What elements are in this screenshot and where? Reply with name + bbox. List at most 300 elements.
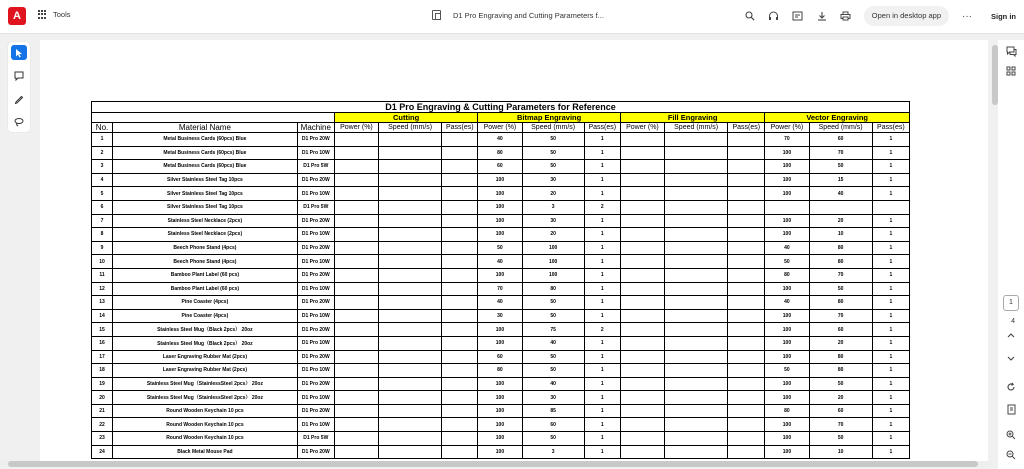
material-name-cell: Laser Engraving Rubber Mat (2pcs) [113, 364, 298, 378]
material-name-cell: Round Wooden Keychain 10 pcs [113, 418, 298, 432]
parameter-cell: 20 [809, 391, 872, 405]
column-header-sub: Speed (mm/s) [522, 123, 584, 133]
parameter-cell [334, 391, 378, 405]
parameter-cell [728, 241, 765, 255]
parameter-cell: 50 [478, 241, 522, 255]
column-header-sub: Pass(es) [728, 123, 765, 133]
row-number-cell: 3 [92, 160, 113, 174]
parameter-cell: 70 [809, 309, 872, 323]
parameter-cell [442, 391, 478, 405]
row-number-cell: 5 [92, 187, 113, 201]
parameter-cell: 100 [765, 336, 809, 350]
parameter-cell: 50 [522, 296, 584, 310]
parameter-cell: 1 [872, 241, 909, 255]
parameter-cell [379, 432, 442, 446]
page-up-chevron-icon[interactable] [1005, 330, 1017, 342]
parameter-cell [442, 309, 478, 323]
parameter-cell: 1 [872, 432, 909, 446]
parameter-cell [620, 432, 664, 446]
material-name-cell: Stainless Steel Mug（StainlessSteel 2pcs） 20oz [113, 377, 298, 391]
parameter-cell: 60 [478, 350, 522, 364]
header-spacer [92, 113, 335, 123]
horizontal-scrollbar-thumb[interactable] [8, 461, 978, 467]
table-row [92, 268, 910, 282]
parameter-cell: 1 [584, 146, 620, 160]
parameter-cell: 40 [522, 377, 584, 391]
parameter-cell: 100 [765, 432, 809, 446]
parameter-cell: 1 [872, 445, 909, 459]
parameter-cell [728, 214, 765, 228]
material-name-cell: Bamboo Plant Label (60 pcs) [113, 282, 298, 296]
read-aloud-icon[interactable] [768, 10, 780, 22]
parameter-cell [334, 432, 378, 446]
column-header-sub: Power (%) [765, 123, 809, 133]
parameter-cell: 100 [765, 160, 809, 174]
table-row [92, 187, 910, 201]
parameter-cell [620, 418, 664, 432]
sign-in-button[interactable]: Sign in [991, 11, 1016, 21]
parameter-cell [379, 214, 442, 228]
parameter-cell [665, 391, 728, 405]
parameter-cell: 40 [809, 187, 872, 201]
material-name-cell: Stainless Steel Mug（StainlessSteel 2pcs） 20oz [113, 391, 298, 405]
parameter-cell: 1 [584, 173, 620, 187]
row-number-cell: 20 [92, 391, 113, 405]
parameter-cell [442, 133, 478, 147]
table-row [92, 364, 910, 378]
parameter-cell: 1 [872, 336, 909, 350]
parameter-cell: 3 [522, 445, 584, 459]
parameter-cell [620, 173, 664, 187]
column-header-sub: Power (%) [620, 123, 664, 133]
parameter-cell: 1 [584, 133, 620, 147]
parameter-cell: 100 [522, 255, 584, 269]
parameter-cell: 50 [809, 377, 872, 391]
parameter-cell: 1 [584, 364, 620, 378]
parameter-cell [665, 200, 728, 214]
parameter-cell [620, 214, 664, 228]
parameter-cell: 30 [522, 173, 584, 187]
parameter-cell [665, 418, 728, 432]
machine-cell: D1 Pro 20W [297, 377, 334, 391]
lasso-icon[interactable] [11, 114, 27, 129]
parameter-cell: 1 [584, 282, 620, 296]
parameter-cell: 30 [522, 391, 584, 405]
parameter-cell [334, 228, 378, 242]
total-pages-label: 4 [1011, 318, 1015, 325]
material-name-cell: Bamboo Plant Label (60 pcs) [113, 268, 298, 282]
parameter-cell: 80 [478, 146, 522, 160]
parameter-cell [620, 268, 664, 282]
parameter-cell [728, 146, 765, 160]
parameter-cell [620, 377, 664, 391]
parameter-cell: 1 [584, 418, 620, 432]
parameter-cell [379, 350, 442, 364]
parameter-cell [620, 146, 664, 160]
material-name-cell: Metal Business Cards (60pcs) Blue [113, 146, 298, 160]
table-title: D1 Pro Engraving & Cutting Parameters for Reference [92, 102, 910, 113]
row-number-cell: 6 [92, 200, 113, 214]
thumbnails-grid-icon[interactable] [1005, 66, 1017, 78]
parameter-cell [665, 160, 728, 174]
machine-cell: D1 Pro 5W [297, 432, 334, 446]
parameter-cell [379, 391, 442, 405]
machine-cell: D1 Pro 20W [297, 133, 334, 147]
machine-cell: D1 Pro 20W [297, 404, 334, 418]
material-name-cell: Pine Coaster (4pcs) [113, 296, 298, 310]
parameter-cell: 1 [872, 391, 909, 405]
parameter-cell: 60 [522, 418, 584, 432]
parameter-cell: 1 [872, 309, 909, 323]
parameter-cell: 100 [522, 268, 584, 282]
parameter-cell [379, 309, 442, 323]
column-header-sub: Power (%) [334, 123, 378, 133]
row-number-cell: 17 [92, 350, 113, 364]
row-number-cell: 18 [92, 364, 113, 378]
material-name-cell: Round Wooden Keychain 10 pcs [113, 432, 298, 446]
row-number-cell: 24 [92, 445, 113, 459]
parameter-cell [334, 350, 378, 364]
table-row [92, 391, 910, 405]
parameter-cell: 15 [809, 173, 872, 187]
machine-cell: D1 Pro 10W [297, 391, 334, 405]
parameter-cell: 10 [809, 445, 872, 459]
parameter-cell: 1 [872, 296, 909, 310]
column-header-material: Material Name [113, 123, 298, 133]
machine-cell: D1 Pro 20W [297, 214, 334, 228]
parameter-cell [379, 241, 442, 255]
parameter-cell [379, 228, 442, 242]
parameter-cell [620, 133, 664, 147]
parameter-cell: 20 [809, 336, 872, 350]
parameter-cell [334, 309, 378, 323]
more-options-icon[interactable]: ··· [962, 10, 972, 22]
parameter-cell [334, 133, 378, 147]
parameter-cell: 1 [872, 364, 909, 378]
parameter-cell: 50 [522, 133, 584, 147]
parameter-cell [620, 255, 664, 269]
machine-cell: D1 Pro 5W [297, 200, 334, 214]
machine-cell: D1 Pro 10W [297, 187, 334, 201]
row-number-cell: 4 [92, 173, 113, 187]
zoom-out-icon[interactable] [1005, 450, 1017, 462]
machine-cell: D1 Pro 10W [297, 364, 334, 378]
group-header-fill: Fill Engraving [620, 113, 765, 123]
parameter-cell: 40 [765, 296, 809, 310]
parameter-cell: 70 [478, 282, 522, 296]
table-row [92, 255, 910, 269]
machine-cell: D1 Pro 10W [297, 146, 334, 160]
parameter-cell: 80 [765, 404, 809, 418]
parameter-cell: 3 [522, 200, 584, 214]
parameter-cell [334, 282, 378, 296]
parameter-cell [334, 336, 378, 350]
parameter-cell [334, 268, 378, 282]
parameter-cell: 60 [478, 160, 522, 174]
parameter-cell [620, 323, 664, 337]
table-row [92, 336, 910, 350]
parameter-cell [872, 200, 909, 214]
rotate-icon[interactable] [1005, 382, 1017, 394]
parameter-cell: 50 [765, 364, 809, 378]
parameter-cell: 2 [584, 323, 620, 337]
parameter-cell [442, 282, 478, 296]
parameter-cell [334, 146, 378, 160]
parameter-cell [334, 200, 378, 214]
machine-cell: D1 Pro 10W [297, 309, 334, 323]
column-header-sub: Speed (mm/s) [665, 123, 728, 133]
parameter-cell [620, 200, 664, 214]
page-thumbnails-icon[interactable] [432, 10, 441, 20]
table-row [92, 133, 910, 147]
pdf-page [40, 40, 988, 461]
parameter-cell [620, 336, 664, 350]
parameter-cell [665, 282, 728, 296]
parameter-cell: 20 [522, 187, 584, 201]
material-name-cell: Beech Phone Stand (4pcs) [113, 241, 298, 255]
zoom-in-icon[interactable] [1005, 430, 1017, 442]
machine-cell: D1 Pro 20W [297, 268, 334, 282]
parameter-cell [665, 228, 728, 242]
parameter-cell [442, 228, 478, 242]
parameter-cell: 70 [809, 418, 872, 432]
table-row [92, 445, 910, 459]
material-name-cell: Round Wooden Keychain 10 pcs [113, 404, 298, 418]
material-name-cell: Metal Business Cards (60pcs) Blue [113, 160, 298, 174]
group-header-vector: Vector Engraving [765, 113, 910, 123]
parameter-cell: 70 [765, 133, 809, 147]
parameter-cell [728, 282, 765, 296]
download-icon[interactable] [816, 10, 828, 22]
parameter-cell [620, 241, 664, 255]
row-number-cell: 7 [92, 214, 113, 228]
document-title-area [432, 10, 604, 20]
horizontal-scrollbar[interactable] [0, 461, 992, 467]
parameter-cell: 100 [765, 146, 809, 160]
material-name-cell: Stainless Steel Mug（Black 2pcs） 20oz [113, 323, 298, 337]
parameter-cell [728, 133, 765, 147]
parameter-cell [728, 200, 765, 214]
parameter-cell [620, 282, 664, 296]
parameter-cell [620, 160, 664, 174]
parameter-cell: 60 [809, 133, 872, 147]
parameter-cell [728, 391, 765, 405]
parameter-cell [728, 350, 765, 364]
parameter-cell: 100 [478, 187, 522, 201]
row-number-cell: 2 [92, 146, 113, 160]
table-row [92, 296, 910, 310]
parameter-cell [728, 404, 765, 418]
parameter-cell [665, 309, 728, 323]
parameter-cell [728, 160, 765, 174]
parameter-cell [728, 187, 765, 201]
right-toolbar [744, 6, 1016, 26]
parameter-cell [665, 146, 728, 160]
page-down-chevron-icon[interactable] [1005, 354, 1017, 366]
parameter-cell [728, 268, 765, 282]
parameter-cell: 1 [584, 241, 620, 255]
parameter-cell: 30 [478, 309, 522, 323]
print-icon[interactable] [840, 10, 852, 22]
parameter-cell [379, 296, 442, 310]
right-side-panel [998, 40, 1024, 469]
parameter-cell: 1 [584, 268, 620, 282]
table-row [92, 282, 910, 296]
parameter-cell: 1 [584, 432, 620, 446]
parameter-cell: 50 [522, 309, 584, 323]
parameter-cell [442, 432, 478, 446]
parameter-cell: 1 [584, 255, 620, 269]
parameter-cell: 100 [765, 377, 809, 391]
parameter-cell [334, 214, 378, 228]
parameter-cell: 100 [478, 200, 522, 214]
column-header-sub: Pass(es) [442, 123, 478, 133]
parameter-cell: 100 [765, 228, 809, 242]
parameter-cell [379, 418, 442, 432]
parameter-cell: 1 [872, 173, 909, 187]
parameter-cell: 80 [809, 364, 872, 378]
parameter-cell [728, 432, 765, 446]
parameter-cell: 100 [478, 404, 522, 418]
parameter-cell [379, 323, 442, 337]
add-comment-icon[interactable] [11, 68, 27, 83]
row-number-cell: 14 [92, 309, 113, 323]
parameter-cell: 1 [584, 296, 620, 310]
machine-cell: D1 Pro 10W [297, 336, 334, 350]
current-page-input[interactable]: 1 [1003, 295, 1019, 311]
parameter-cell: 100 [522, 241, 584, 255]
row-number-cell: 22 [92, 418, 113, 432]
parameter-cell: 20 [522, 228, 584, 242]
parameter-cell: 1 [584, 445, 620, 459]
parameter-cell: 50 [809, 282, 872, 296]
parameter-cell: 1 [584, 404, 620, 418]
parameter-cell [379, 404, 442, 418]
parameter-cell: 60 [809, 323, 872, 337]
parameter-cell [334, 445, 378, 459]
parameter-cell [620, 364, 664, 378]
parameter-cell [334, 173, 378, 187]
table-row [92, 404, 910, 418]
parameter-cell [728, 173, 765, 187]
parameter-cell [728, 296, 765, 310]
parameter-cell [665, 350, 728, 364]
row-number-cell: 15 [92, 323, 113, 337]
parameter-cell: 1 [584, 187, 620, 201]
parameter-cell [728, 228, 765, 242]
parameter-cell [334, 323, 378, 337]
parameter-cell [379, 133, 442, 147]
parameter-cell: 100 [478, 214, 522, 228]
parameter-cell: 40 [478, 133, 522, 147]
parameter-cell [334, 418, 378, 432]
machine-cell: D1 Pro 10W [297, 418, 334, 432]
parameter-cell: 80 [809, 296, 872, 310]
parameter-cell [442, 241, 478, 255]
parameter-cell: 1 [584, 350, 620, 364]
parameter-cell [379, 200, 442, 214]
parameter-cell [665, 377, 728, 391]
parameter-cell [442, 255, 478, 269]
parameter-cell: 1 [872, 255, 909, 269]
top-toolbar [0, 0, 1024, 34]
machine-cell: D1 Pro 20W [297, 350, 334, 364]
table-row [92, 228, 910, 242]
parameter-cell [442, 377, 478, 391]
column-header-sub: Pass(es) [872, 123, 909, 133]
parameter-cell: 100 [478, 323, 522, 337]
parameter-cell [728, 309, 765, 323]
parameter-cell [379, 146, 442, 160]
row-number-cell: 10 [92, 255, 113, 269]
parameter-cell: 1 [872, 404, 909, 418]
parameter-cell [665, 323, 728, 337]
parameter-cell: 1 [584, 160, 620, 174]
parameter-cell [620, 296, 664, 310]
parameter-cell [728, 336, 765, 350]
tools-menu-button[interactable] [38, 10, 71, 19]
parameter-cell: 100 [478, 391, 522, 405]
parameter-cell [379, 173, 442, 187]
parameter-cell [334, 241, 378, 255]
acrobat-logo-icon[interactable]: A [8, 7, 26, 25]
parameter-cell [334, 296, 378, 310]
edit-pdf-icon[interactable] [792, 10, 804, 22]
parameter-cell: 1 [872, 187, 909, 201]
parameter-cell [334, 160, 378, 174]
parameter-cell: 40 [478, 296, 522, 310]
parameter-cell [442, 173, 478, 187]
table-row [92, 173, 910, 187]
machine-cell: D1 Pro 10W [297, 255, 334, 269]
draw-pen-icon[interactable] [11, 91, 27, 106]
parameter-cell [728, 445, 765, 459]
parameter-cell: 40 [478, 255, 522, 269]
parameter-cell [334, 404, 378, 418]
parameter-cell [620, 228, 664, 242]
open-in-desktop-app-button[interactable]: Open in desktop app [864, 6, 949, 26]
parameter-cell [442, 445, 478, 459]
parameter-cell [728, 323, 765, 337]
parameter-cell [620, 187, 664, 201]
parameter-cell [442, 296, 478, 310]
parameter-cell [442, 160, 478, 174]
parameter-cell: 100 [478, 418, 522, 432]
parameter-cell: 1 [872, 160, 909, 174]
select-cursor-icon[interactable] [11, 45, 27, 60]
parameter-cell: 1 [872, 214, 909, 228]
parameter-cell [620, 404, 664, 418]
parameter-cell: 80 [478, 364, 522, 378]
material-name-cell: Silver Stainless Steel Tag 10pcs [113, 187, 298, 201]
parameter-cell: 85 [522, 404, 584, 418]
table-row [92, 323, 910, 337]
parameter-cell: 30 [522, 214, 584, 228]
parameter-cell: 50 [765, 255, 809, 269]
parameter-cell: 80 [809, 255, 872, 269]
parameter-cell: 1 [584, 391, 620, 405]
parameter-cell: 80 [522, 282, 584, 296]
parameter-cell: 100 [765, 173, 809, 187]
column-header-sub: Speed (mm/s) [379, 123, 442, 133]
comments-panel-icon[interactable] [1005, 46, 1017, 58]
column-header-sub: Power (%) [478, 123, 522, 133]
page-fit-icon[interactable] [1005, 404, 1017, 416]
row-number-cell: 13 [92, 296, 113, 310]
search-icon[interactable] [744, 10, 756, 22]
parameter-cell: 50 [522, 432, 584, 446]
parameter-cell: 100 [765, 391, 809, 405]
